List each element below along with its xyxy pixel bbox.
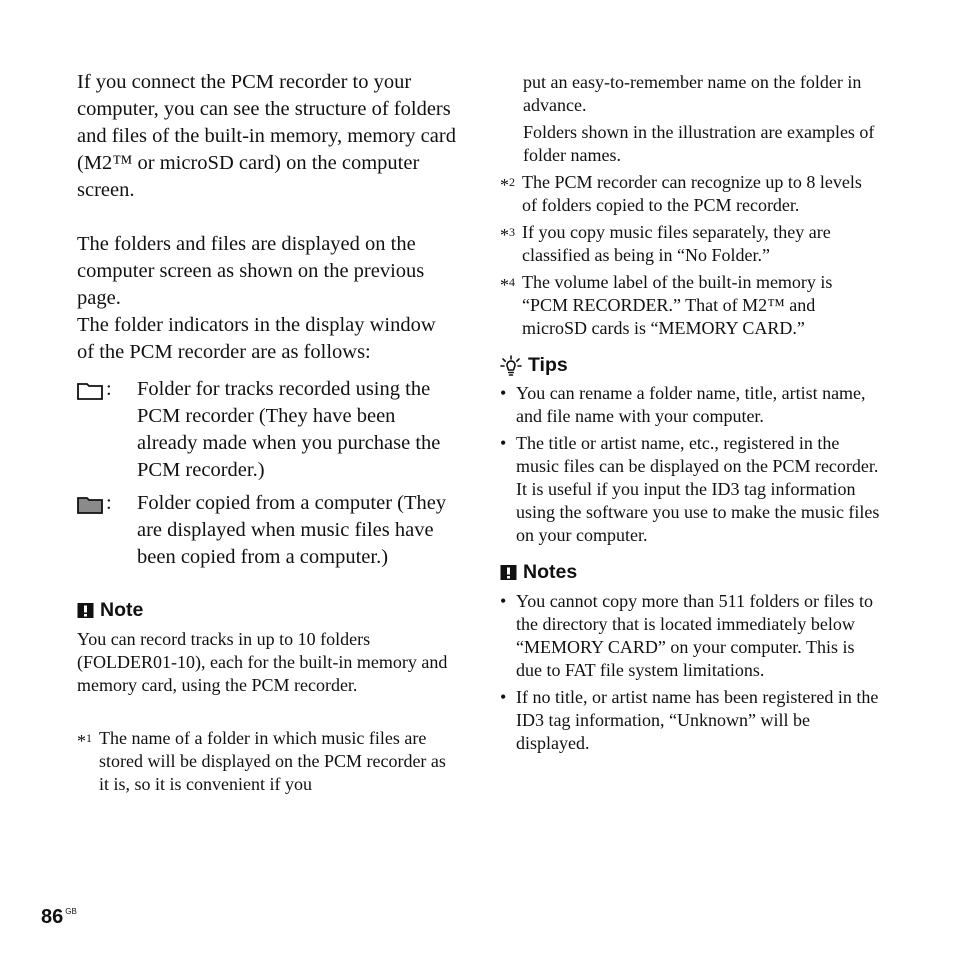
note-icon (77, 602, 94, 619)
indicator-recorded-text: Folder for tracks recorded using the PCM recorder (They have been already made when you purchase the PCM recorder.) (137, 378, 441, 481)
footnote-number: 2 (509, 175, 515, 189)
page-number-value: 86 (41, 906, 64, 928)
tip-text: The title or artist name, etc., registered in the music files can be displayed on the PCM recorder. It is useful if you input the ID3 tag information using the software you use to make the music files on your computer. (516, 433, 880, 545)
note-item (500, 590, 880, 682)
footnote-number: 1 (86, 731, 92, 745)
bullet: • (500, 433, 507, 453)
intro-paragraph-1: If you connect the PCM recorder to your computer, you can see the structure of folders and files of the built-in memory, memory card (M2™ or microSD card) on the computer screen. (77, 71, 456, 201)
footnote-star: * (500, 275, 509, 295)
intro-paragraph-3: The folder indicators in the display window of the PCM recorder are as follows: (77, 314, 436, 363)
footnote-star: * (500, 225, 509, 245)
footnote-1-text: The name of a folder in which music files are stored will be displayed on the PCM recorder as it is, so it is convenient if you (99, 728, 446, 794)
note-item (500, 686, 880, 755)
lightbulb-icon (500, 355, 522, 377)
notes-heading (500, 561, 880, 584)
note-item-text: You cannot copy more than 511 folders or files to the directory that is located immediately below “MEMORY CARD” on your computer. This is due to FAT file system limitations. (516, 591, 873, 680)
folder-indicator-copied (77, 490, 457, 571)
footnote-star: * (500, 175, 509, 195)
footnote-2-text: The PCM recorder can recognize up to 8 levels of folders copied to the PCM recorder. (522, 172, 862, 215)
footnote-3 (500, 221, 880, 267)
intro-paragraph-2: The folders and files are displayed on the computer screen as shown on the previous page. (77, 233, 425, 309)
indicator-colon: : (106, 492, 112, 514)
footnote-3-text: If you copy music files separately, they are classified as being in “No Folder.” (522, 222, 831, 265)
folder-outline-icon (77, 382, 103, 400)
footnote-number: 3 (509, 225, 515, 239)
footnote-4 (500, 271, 880, 340)
bullet: • (500, 591, 507, 611)
footnote-1-continuation: put an easy-to-remember name on the folder in advance. (523, 72, 862, 115)
indicator-colon: : (106, 378, 112, 400)
notes-heading-label: Notes (523, 561, 578, 583)
tip-item (500, 432, 880, 547)
tip-text: You can rename a folder name, title, artist name, and file name with your computer. (516, 383, 866, 426)
region-code: GB (65, 907, 77, 916)
note-heading (77, 599, 457, 622)
folder-filled-icon (77, 496, 103, 514)
right-column (500, 71, 880, 755)
footnote-number: 4 (509, 275, 515, 289)
footnote-1 (77, 727, 457, 796)
bullet: • (500, 687, 507, 707)
note-heading-label: Note (100, 599, 144, 621)
note-item-text: If no title, or artist name has been registered in the ID3 tag information, “Unknown” will be displayed. (516, 687, 879, 753)
tips-heading (500, 354, 880, 377)
footnote-2 (500, 171, 880, 217)
note-icon (500, 564, 517, 581)
bullet: • (500, 383, 507, 403)
tips-heading-label: Tips (528, 354, 568, 376)
footnote-4-text: The volume label of the built-in memory is “PCM RECORDER.” That of M2™ and microSD cards is “MEMORY CARD.” (522, 272, 833, 338)
indicator-copied-text: Folder copied from a computer (They are displayed when music files have been copied from a computer.) (137, 492, 447, 568)
left-column (77, 69, 457, 796)
page-number (41, 906, 77, 929)
footnote-star: * (77, 731, 86, 751)
footnote-1-extra: Folders shown in the illustration are examples of folder names. (523, 122, 875, 165)
folder-indicator-recorded (77, 376, 457, 484)
note-text: You can record tracks in up to 10 folders (FOLDER01-10), each for the built-in memory and memory card, using the PCM recorder. (77, 629, 448, 695)
tip-item (500, 382, 880, 428)
